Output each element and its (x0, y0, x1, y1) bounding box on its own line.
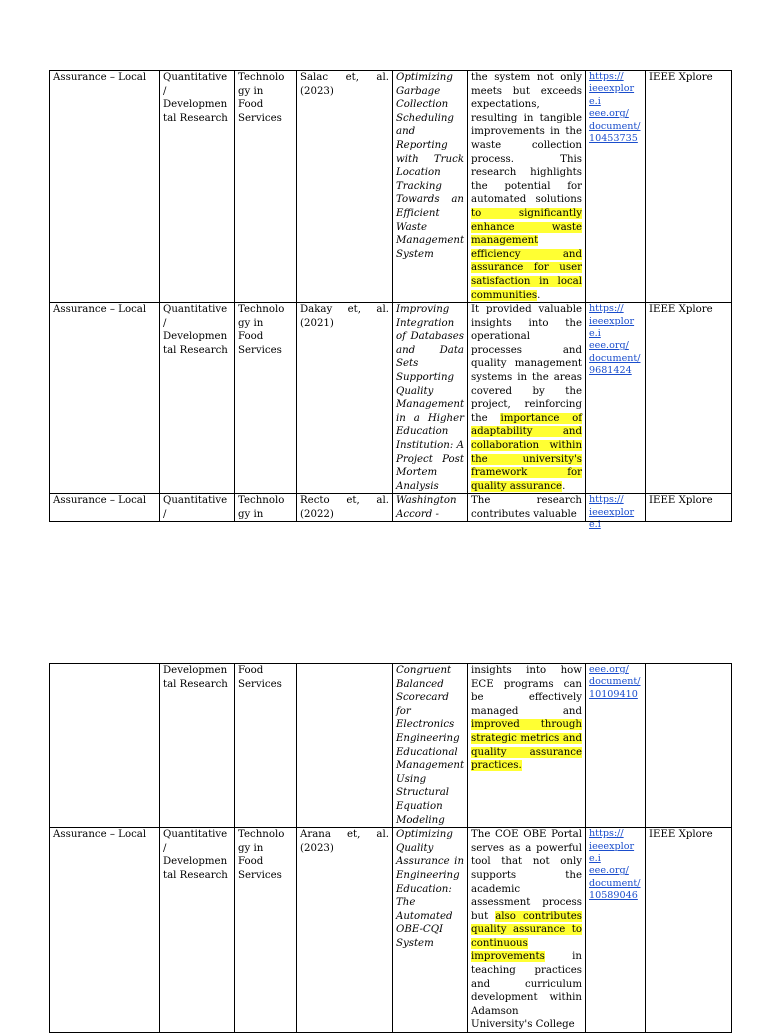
field-cell (235, 303, 297, 494)
findings-cell (468, 664, 586, 828)
document-link[interactable]: ieeexplore.i (589, 840, 635, 864)
method-text: tal Research (163, 678, 228, 690)
author-year: (2022) (300, 509, 334, 520)
method-cell (160, 664, 235, 828)
method-cell (160, 71, 235, 303)
table-row (50, 664, 732, 828)
findings-highlight: also contributes quality assurance to continuous improvements (471, 910, 582, 963)
title-cell (393, 303, 468, 494)
link-cell[interactable] (586, 664, 646, 828)
method-text: Developmen (163, 665, 228, 676)
paper-title: Optimizing Garbage Collection Scheduling and Reporting with Truck Location Tracking Towards an Efficient Waste Management System (396, 72, 465, 260)
category-cell (50, 664, 160, 828)
source-text: IEEE Xplore (649, 495, 713, 507)
findings-text: It provided valuable insights into the operational processes and quality management systems in the areas covered by the project, reinforcing the (471, 304, 582, 424)
source-text: IEEE Xplore (649, 304, 713, 316)
table-row (50, 71, 732, 303)
document-link[interactable]: https:// (589, 494, 624, 506)
field-text: gy in (238, 509, 264, 520)
field-text: gy in (238, 842, 264, 854)
category-text: Assurance – Local (53, 829, 147, 841)
category-text: Assurance – Local (53, 304, 147, 316)
table-row (50, 494, 732, 522)
link-cell[interactable] (586, 71, 646, 303)
field-text: gy in (238, 317, 264, 329)
field-text: Services (238, 678, 282, 690)
method-text: / (163, 317, 167, 329)
findings-cell (468, 71, 586, 303)
method-text: Developmen (163, 99, 228, 111)
method-text: Quantitative (163, 495, 228, 507)
author-year: (2023) (300, 85, 334, 97)
method-text: tal Research (163, 344, 228, 356)
category-cell (50, 71, 160, 303)
literature-table-top (49, 70, 732, 531)
field-text: Food (238, 99, 264, 111)
field-text: Services (238, 112, 282, 124)
field-text: Technolo (238, 72, 285, 83)
source-cell (646, 71, 732, 303)
field-text: gy in (238, 85, 264, 97)
method-text: tal Research (163, 112, 228, 124)
link-cell[interactable] (586, 828, 646, 1033)
paper-title: Improving Integration of Databases and Data Sets Supporting Quality Management in a Higher Education Institution: A Project Post Mortem Analysis (396, 304, 465, 492)
document-link[interactable]: document/ (589, 352, 641, 364)
field-text: Food (238, 856, 264, 868)
document-link[interactable]: 10109410 (589, 688, 638, 700)
field-text: Services (238, 344, 282, 356)
title-cell (393, 71, 468, 303)
category-text: Assurance – Local (53, 495, 147, 507)
author-cell (297, 494, 393, 522)
author-year: (2023) (300, 842, 334, 854)
document-link[interactable]: ieeexplore.i (589, 83, 635, 107)
table-row (50, 828, 732, 1033)
method-text: / (163, 85, 167, 97)
field-text: Food (238, 331, 264, 343)
literature-table-continued (49, 663, 732, 1033)
field-text: Technolo (238, 304, 285, 316)
findings-cell (468, 303, 586, 494)
method-cell (160, 303, 235, 494)
findings-text: insights into how ECE programs can be effectively managed and (471, 665, 582, 717)
method-text: Quantitative (163, 829, 228, 841)
findings-text: in teaching practices and curriculum development within Adamson University's College (471, 951, 582, 1031)
source-text: IEEE Xplore (649, 829, 713, 841)
source-cell (646, 494, 732, 522)
findings-cell (468, 828, 586, 1033)
method-cell (160, 828, 235, 1033)
author-name: Arana et, al. (300, 829, 389, 841)
table-row (50, 303, 732, 494)
method-text: Developmen (163, 856, 228, 868)
findings-highlight: importance of adaptability and collaboration within the university's framework for quality assurance (471, 412, 582, 492)
findings-highlight: improved through strategic metrics and quality assurance practices. (471, 719, 582, 772)
author-cell (297, 71, 393, 303)
document-link[interactable]: 10589046 (589, 890, 638, 902)
document-link[interactable]: https:// (589, 828, 624, 840)
method-cell (160, 494, 235, 522)
method-text: Developmen (163, 331, 228, 343)
paper-title: Congruent Balanced Scorecard for Electronics Engineering Educational Management Using Structural Equation Modeling (396, 665, 465, 826)
source-cell (646, 828, 732, 1033)
author-cell (297, 828, 393, 1033)
findings-text: . (537, 289, 541, 301)
document-link[interactable]: eee.org/ (589, 340, 629, 352)
findings-text: The COE OBE Portal serves as a powerful tool that not only supports the academic assessment process but (471, 829, 582, 922)
document-link[interactable]: document/ (589, 120, 641, 132)
document-link[interactable]: document/ (589, 877, 641, 889)
author-name: Recto et, al. (300, 495, 389, 507)
title-cell (393, 494, 468, 522)
method-text: Quantitative (163, 72, 228, 83)
document-link[interactable]: eee.org/ (589, 664, 629, 675)
source-cell (646, 303, 732, 494)
document-link[interactable]: https:// (589, 303, 624, 315)
field-text: Technolo (238, 495, 285, 507)
findings-highlight: to significantly enhance waste management efficiency and assurance for user satisfaction in local communities (471, 207, 582, 301)
method-text: Quantitative (163, 304, 228, 316)
document-link[interactable]: eee.org/ (589, 108, 629, 120)
author-cell (297, 664, 393, 828)
field-cell (235, 664, 297, 828)
document-link[interactable]: document/ (589, 676, 641, 688)
source-cell (646, 664, 732, 828)
method-text: tal Research (163, 869, 228, 881)
author-name: Salac et, al. (300, 72, 389, 83)
field-cell (235, 828, 297, 1033)
category-text: Assurance – Local (53, 72, 147, 83)
document-link[interactable]: 10453735 (589, 133, 638, 145)
link-cell[interactable] (586, 494, 646, 531)
title-cell (393, 828, 468, 1033)
document-link[interactable]: 9681424 (589, 365, 632, 377)
document-link[interactable]: ieeexplore.i (589, 506, 635, 531)
category-cell (50, 828, 160, 1033)
findings-text: . (562, 480, 566, 492)
method-text: / (163, 842, 167, 854)
field-text: Food (238, 665, 264, 676)
category-cell (50, 303, 160, 494)
source-text: IEEE Xplore (649, 72, 713, 83)
field-cell (235, 71, 297, 303)
findings-text: The research contributes valuable (471, 495, 582, 520)
document-link[interactable]: https:// (589, 71, 624, 82)
field-text: Technolo (238, 829, 285, 841)
field-cell (235, 494, 297, 522)
field-text: Services (238, 869, 282, 881)
document-link[interactable]: eee.org/ (589, 865, 629, 877)
author-year: (2021) (300, 317, 334, 329)
findings-cell (468, 494, 586, 522)
author-cell (297, 303, 393, 494)
link-cell[interactable] (586, 303, 646, 494)
title-cell (393, 664, 468, 828)
method-text: / (163, 509, 167, 520)
document-link[interactable]: ieeexplore.i (589, 315, 635, 339)
paper-title: Optimizing Quality Assurance in Engineering Education: The Automated OBE-CQI System (396, 829, 464, 949)
category-cell (50, 494, 160, 522)
author-name: Dakay et, al. (300, 304, 389, 316)
paper-title: Washington Accord - (396, 495, 457, 520)
findings-text: the system not only meets but exceeds expectations, resulting in tangible improvements in the waste collection process. This research highlights the potential for automated solutions (471, 72, 582, 206)
